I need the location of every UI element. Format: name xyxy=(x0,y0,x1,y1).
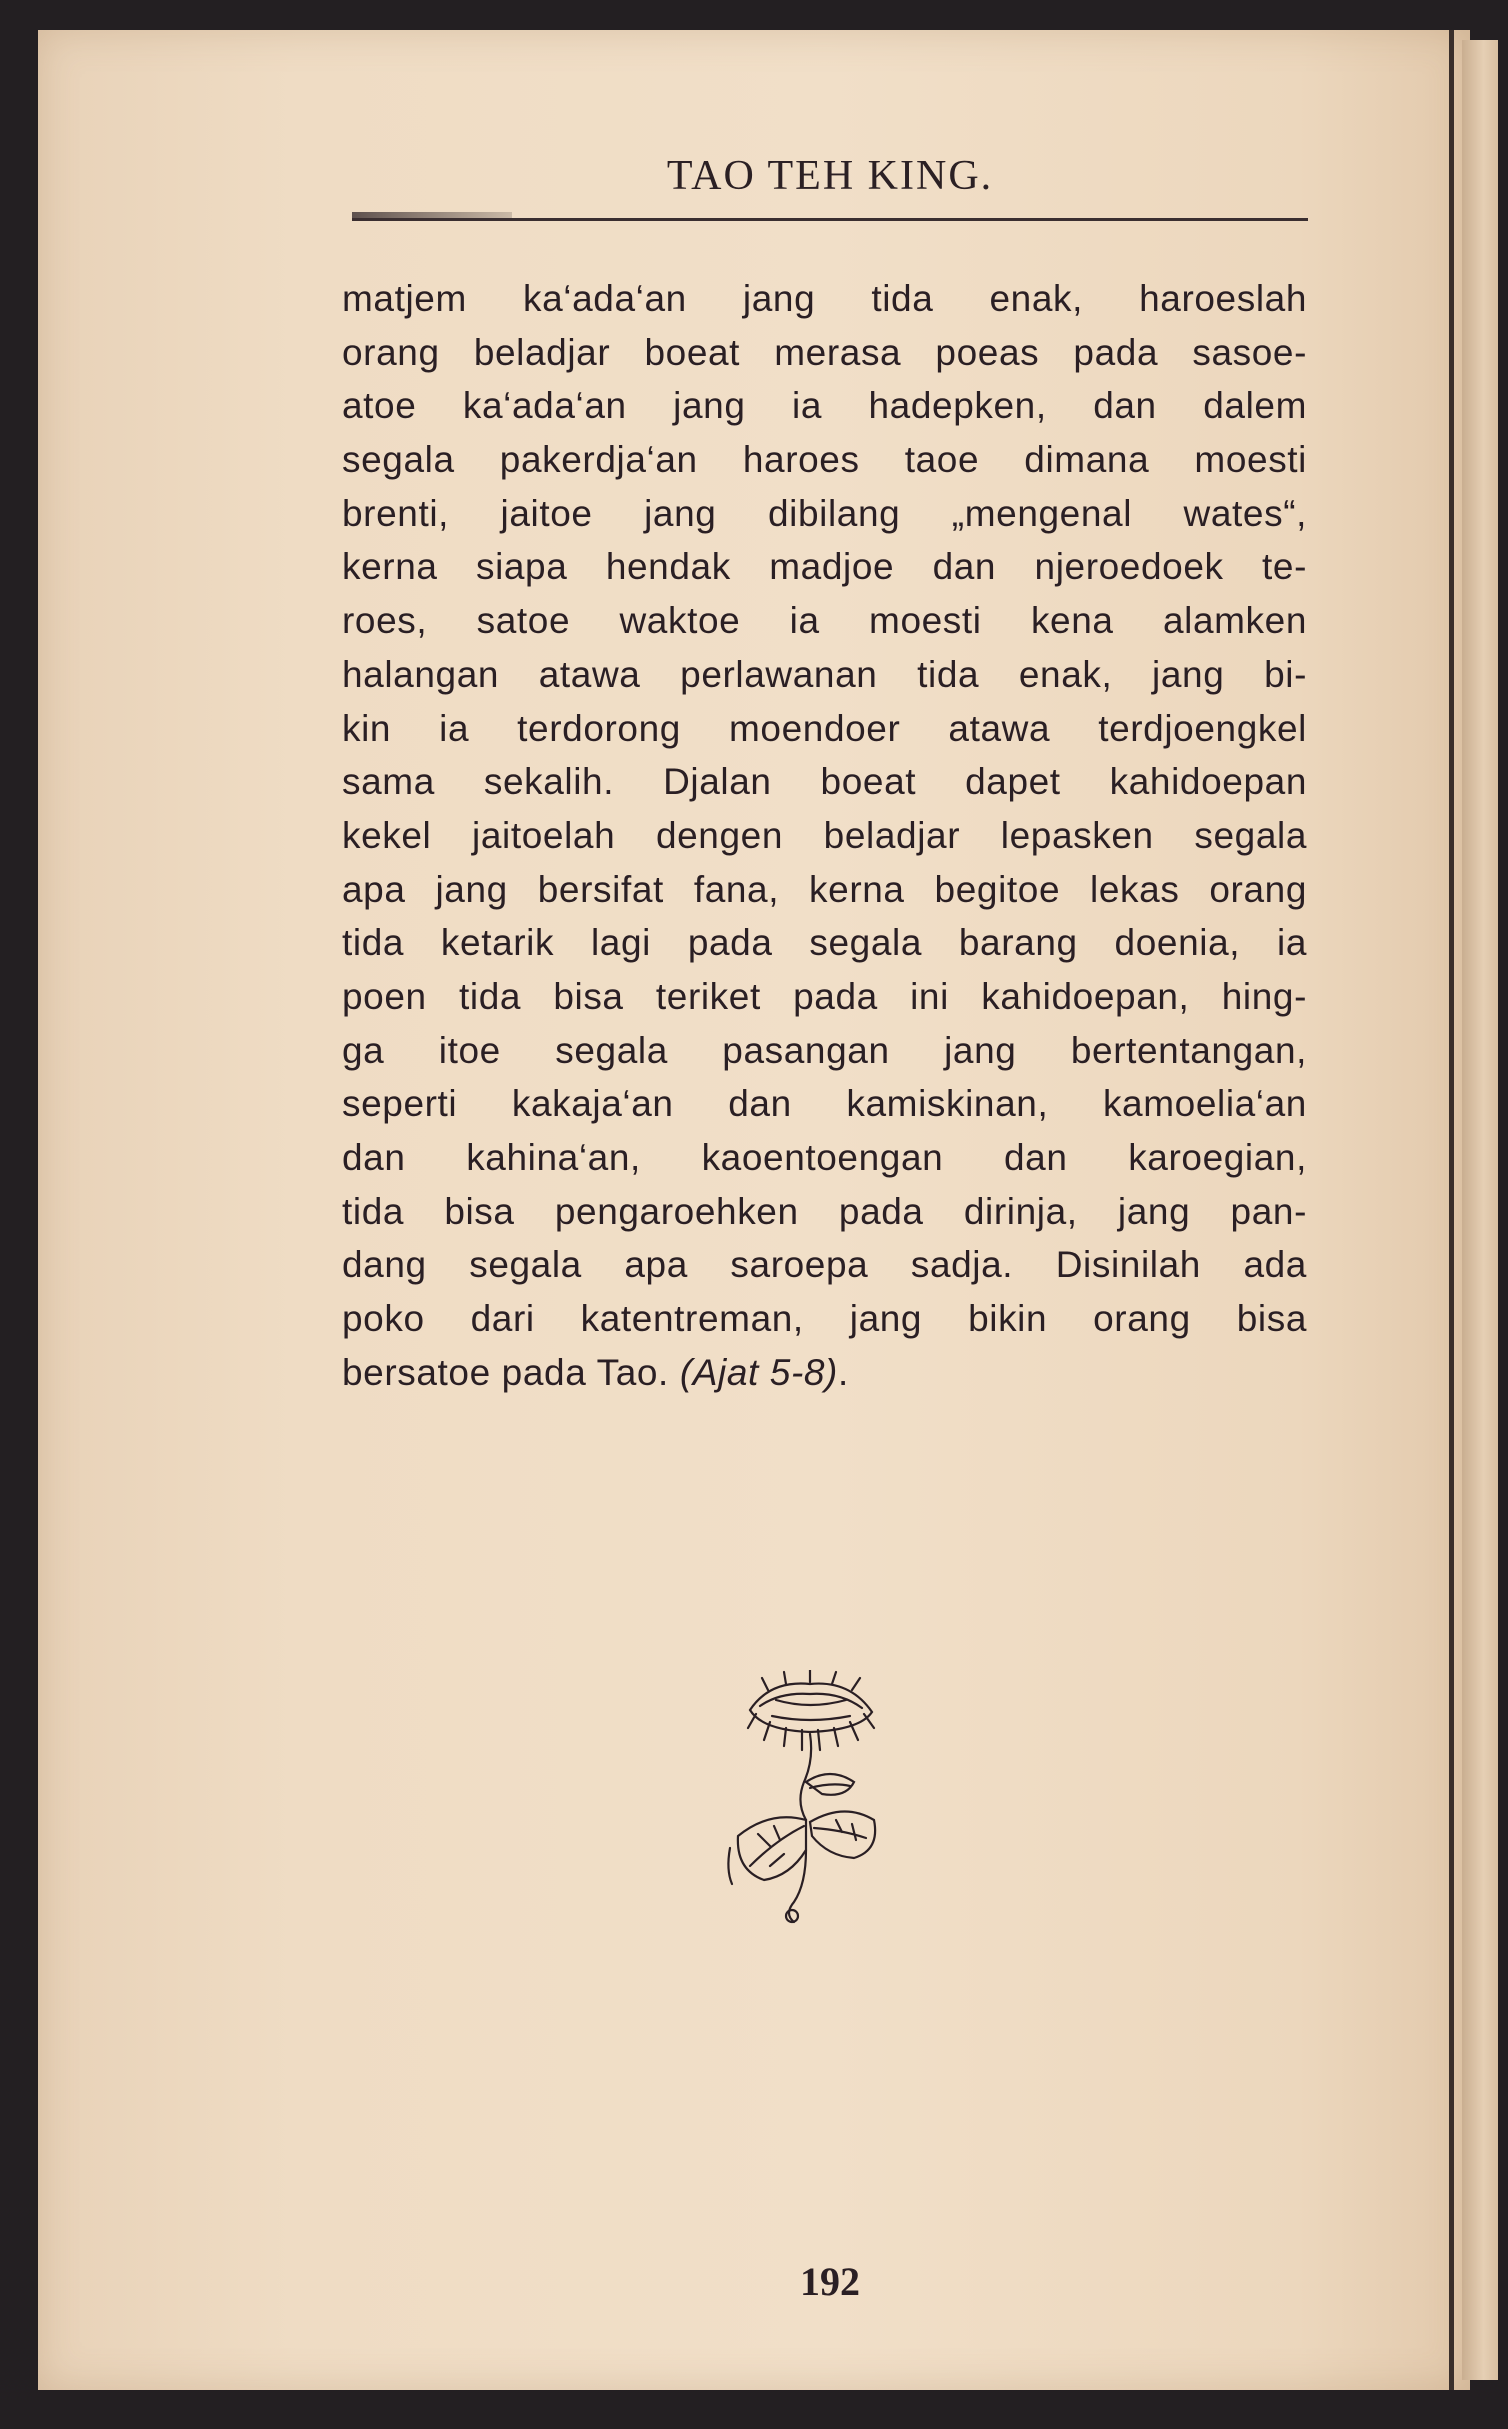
next-page-edge xyxy=(1462,40,1498,2380)
text-line: seperti kakaja‘an dan kamiskinan, kamoelia‘an xyxy=(342,1083,1307,1125)
text-line: apa jang bersifat fana, kerna begitoe lekas orang xyxy=(342,868,1307,910)
text-line: halangan atawa perlawanan tida enak, jang bi- xyxy=(342,653,1307,695)
text-line: poko dari katentreman, jang bikin orang bisa xyxy=(342,1298,1307,1340)
header-rule xyxy=(352,218,1308,221)
last-line-text: bersatoe pada Tao. xyxy=(342,1351,669,1393)
text-line: tida ketarik lagi pada segala barang doenia, ia xyxy=(342,922,1307,964)
running-header-title: TAO TEH KING. xyxy=(666,153,994,199)
flower-vignette-icon xyxy=(710,1670,910,1930)
body-paragraph xyxy=(342,272,1307,1399)
text-line: matjem ka‘ada‘an jang tida enak, haroeslah xyxy=(342,278,1307,319)
text-line: atoe ka‘ada‘an jang ia hadepken, dan dalem xyxy=(342,385,1307,427)
text-line: dan kahina‘an, kaoentoengan dan karoegian, xyxy=(342,1137,1307,1178)
text-line: kekel jaitoelah dengen beladjar lepasken segala xyxy=(342,814,1307,856)
text-line: tida bisa pengaroehken pada dirinja, jang pan- xyxy=(342,1190,1307,1232)
text-line: brenti, jaitoe jang dibilang „mengenal wates“, xyxy=(342,492,1307,534)
text-line: roes, satoe waktoe ia moesti kena alamken xyxy=(342,600,1307,642)
text-line: segala pakerdja‘an haroes taoe dimana moesti xyxy=(342,439,1307,481)
last-line-end: . xyxy=(837,1351,849,1393)
page-number: 192 xyxy=(800,2259,860,2304)
text-line: kerna siapa hendak madjoe dan njeroedoek te- xyxy=(342,546,1307,588)
text-line: kin ia terdorong moendoer atawa terdjoengkel xyxy=(342,707,1307,749)
text-line: poen tida bisa teriket pada ini kahidoepan, hing- xyxy=(342,975,1307,1017)
verse-citation: (Ajat 5-8) xyxy=(679,1351,838,1393)
text-line: ga itoe segala pasangan jang bertentangan, xyxy=(342,1029,1307,1071)
text-line: dang segala apa saroepa sadja. Disinilah ada xyxy=(342,1244,1307,1286)
text-line: orang beladjar boeat merasa poeas pada sasoe- xyxy=(342,331,1307,373)
text-line: sama sekalih. Djalan boeat dapet kahidoepan xyxy=(342,761,1307,803)
page-edge-shadow xyxy=(1449,30,1454,2390)
text-line-last xyxy=(342,1346,1307,1400)
